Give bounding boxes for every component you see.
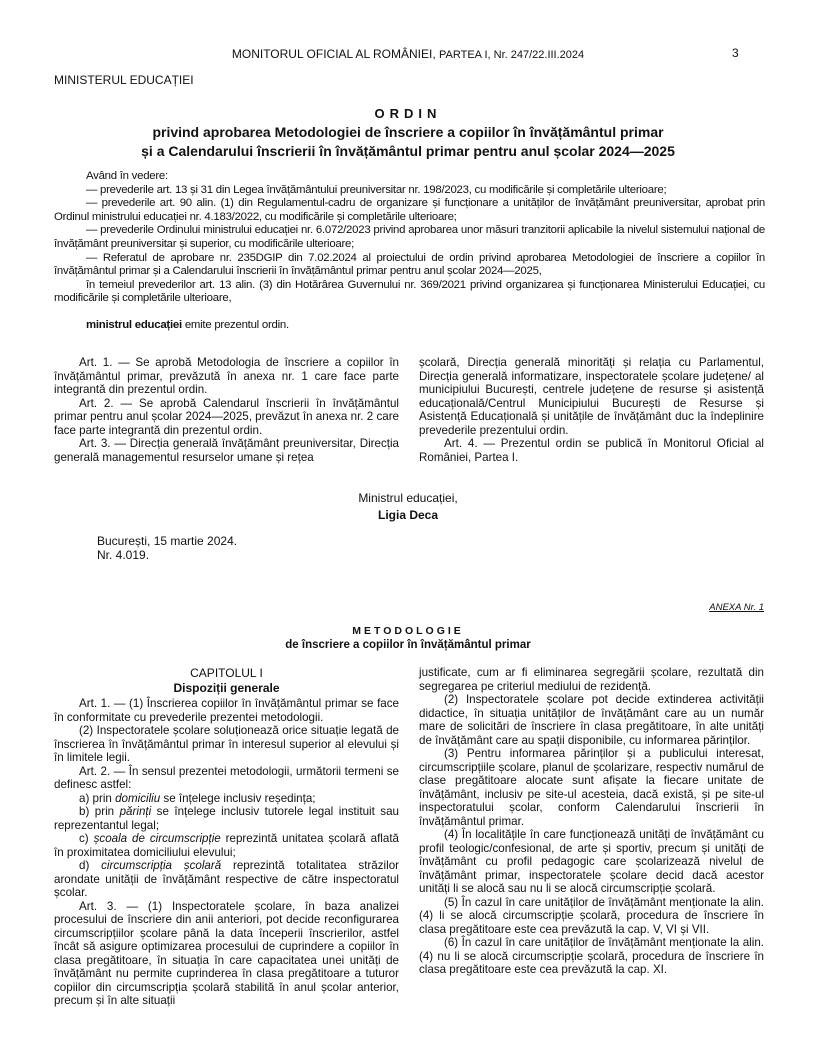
text: b) prin [79, 805, 120, 818]
paragraph: Art. 1. — (1) Înscrierea copiilor în învățământul primar se face în conformitate cu prevederile prezentei metodologii. [54, 697, 399, 724]
order-title-line: și a Calendarului înscrierii în învățământul primar pentru anul școlar 2024—2025 [141, 143, 675, 159]
text: reprezintă totalitatea străzilor arondate unității de învățământ respective de către inspectoratul școlar. [54, 859, 400, 899]
annex-heading: METODOLOGIE [352, 625, 464, 637]
defined-term: circumscripția școlară [101, 859, 222, 872]
text: d) [79, 859, 102, 872]
text: c) [79, 832, 94, 845]
article: Art. 1. — Se aprobă Metodologia de înscriere a copiilor în învățământul primar, prevăzută în anexa nr. 1 care face parte integrantă din prezentul ordin. [54, 356, 399, 396]
order-title-line: privind aprobarea Metodologiei de înscriere a copiilor în învățământul primar [152, 124, 664, 140]
paragraph: (2) Inspectoratele școlare pot decide extinderea activității didactice, în situația unităților de învățământ care au un număr mare de solicitări de înscriere în clasa pregătitoare, în alte unități de învățământ care au spații disponibile, cu informarea părinților. [419, 693, 764, 747]
running-header [0, 47, 816, 61]
preamble-paragraph: — prevederile Ordinului ministrului educației nr. 6.072/2023 privind aprobarea unor măsuri tranzitorii aplicabile la nivelul sistemului național de învățământ preuniversitar și superior, cu modificările ulterioare; [54, 224, 765, 250]
issuance-text: emite prezentul ordin. [181, 318, 289, 331]
article: Art. 3. — Direcția generală învățământ preuniversitar, Direcția generală managementul resurselor umane și rețea [54, 437, 399, 464]
chapter-heading [54, 666, 399, 696]
issuing-ministry: MINISTERUL EDUCAȚIEI [54, 73, 194, 87]
text: se înțelege inclusiv reședința; [160, 791, 316, 805]
paragraph: (6) În cazul în care unităților de învățământ menționate la alin. (4) nu li se alocă circumscripție școlară, procedura de înscriere în clasa pregătitoare este cea prevăzută la cap. XI. [419, 936, 764, 976]
signature-block [0, 490, 816, 524]
paragraph-continuation: justificate, cum ar fi eliminarea segregării școlare, rezultată din segregarea pe criteriul mediului de rezidență. [419, 666, 764, 693]
paragraph: (2) Inspectoratele școlare soluționează orice situație legată de înscrierea în învățământul primar în interesul superior al elevului și în limitele legii. [54, 724, 399, 764]
annex-subheading: de înscriere a copiilor în învățământul primar [285, 639, 531, 651]
order-number: Nr. 4.019. [97, 548, 150, 562]
preamble-paragraph: — prevederile art. 90 alin. (1) din Regulamentul-cadru de organizare și funcționare a unităților de învățământ preuniversitar, aprobat prin Ordinul ministrului educației nr. 4.183/2022, cu modificările și completările ulterioare; [54, 197, 765, 223]
order-preamble [54, 170, 765, 333]
article: Art. 2. — Se aprobă Calendarul înscrierii în învățământul primar pentru anul școlar 2024—2025, prevăzut în anexa nr. 2 care face parte integrantă din prezentul ordin. [54, 396, 399, 437]
running-issue: PARTEA I, Nr. 247/22.III.2024 [439, 49, 585, 61]
annex-label: ANEXA Nr. 1 [709, 602, 764, 613]
order-title [0, 123, 816, 161]
defined-term: domiciliu [115, 791, 161, 805]
defined-term: părinți [119, 805, 152, 818]
preamble-paragraph: în temeiul prevederilor art. 13 alin. (3) din Hotărârea Guvernului nr. 369/2021 privind organizarea și funcționarea Ministerului Educației, cu modificările și completările ulterioare, [54, 278, 765, 305]
paragraph: Art. 3. — (1) Inspectoratele școlare, în baza analizei procesului de înscriere din anii anteriori, pot decide reconfigurarea circumscripțiilor școlare până la data începerii înscrierilor, astfel încât să asigure optimizarea procesului de cuprindere a copiilor în clasa pregătitoare, în situația în care capacitatea unei unități de învățământ nu permite cuprinderea în clasa pregătitoare a tuturor copiilor din circumscripția școlară stabilită în anul școlar anterior, precum și în alte situații [54, 899, 399, 1007]
paragraph: Art. 2. — În sensul prezentei metodologii, următorii termeni se definesc astfel: [54, 764, 399, 791]
paragraph: (5) În cazul în care unităților de învățământ menționate la alin. (4) li se alocă circumscripție școlară, procedura de înscriere în clasa pregătitoare este cea prevăzută la cap. V, VI și VII. [419, 895, 764, 936]
order-articles-right [419, 356, 764, 464]
paragraph: (4) În localitățile în care funcționează unități de învățământ cu profil teologic/confesional, de arte și sportiv, precum și unități de învățământ cu profil pedagogic care școlarizează nivelul de învățământ primar, inspectoratele școlare decid dacă acestor unități li se alocă sau nu li se alocă circumscripție școlară. [419, 828, 764, 895]
article: Art. 4. — Prezentul ordin se publică în Monitorul Oficial al României, Partea I. [419, 437, 764, 464]
preamble-paragraph: Având în vedere: [86, 170, 168, 182]
page-number: 3 [732, 46, 739, 60]
order-heading: ORDIN [374, 106, 442, 121]
definition-b [54, 805, 399, 832]
paragraph: (3) Pentru informarea părinților și a publicului interesat, circumscripțiile școlare, planul de școlarizare, respectiv numărul de clase pregătitoare alocate sunt afișate la fiecare unitate de învățământ, inclusiv pe site-ul acesteia, dacă există, și pe site-ul inspectoratului școlar, conform Calendarului înscrierii în învățământul primar. [419, 747, 764, 828]
date-block [97, 534, 237, 562]
signatory-title: Ministrul educației, [358, 491, 458, 505]
text: se înțelege inclusiv tutorele legal instituit sau reprezentantul legal; [54, 805, 399, 832]
signatory-name: Ligia Deca [377, 508, 439, 522]
text: reprezintă unitatea școlară aflată în proximitatea domiciliului elevului; [54, 832, 399, 859]
order-articles-left [54, 356, 399, 464]
article-continuation: școlară, Direcția generală minorități și relația cu Parlamentul, Direcția generală informatizare, inspectoratele școlare județene/ al municipiului București, centrele județene de resurse și asistență educațională/Centrul Municipiului București de Resurse și Asistență Educațională și unitățile de învățământ duc la îndeplinire prevederile prezentului ordin. [419, 356, 764, 437]
place-date: București, 15 martie 2024. [97, 534, 238, 548]
definition-c [54, 832, 399, 859]
chapter-title: Dispoziții generale [173, 681, 280, 695]
annex-column-right [419, 666, 764, 977]
preamble-paragraph: — Referatul de aprobare nr. 235DGIP din 7.02.2024 al proiectului de ordin privind aprobarea Metodologiei de înscriere a copiilor în învățământul primar și a Calendarului înscrierii în învățământul primar pentru anul școlar 2024—2025, [54, 251, 765, 278]
definition-d [54, 859, 399, 900]
issuance-clause [54, 319, 765, 333]
annex-column-left [54, 697, 399, 1008]
definition-a [54, 792, 399, 806]
issuer-bold: ministrul educației [86, 318, 182, 331]
defined-term: școala de circumscripție [93, 832, 221, 845]
running-title: MONITORUL OFICIAL AL ROMÂNIEI, [231, 47, 436, 61]
text: a) prin [79, 791, 116, 805]
chapter-number: CAPITOLUL I [190, 666, 263, 680]
preamble-paragraph: — prevederile art. 13 și 31 din Legea învățământului preuniversitar nr. 198/2023, cu modificările și completările ulterioare; [86, 183, 667, 196]
